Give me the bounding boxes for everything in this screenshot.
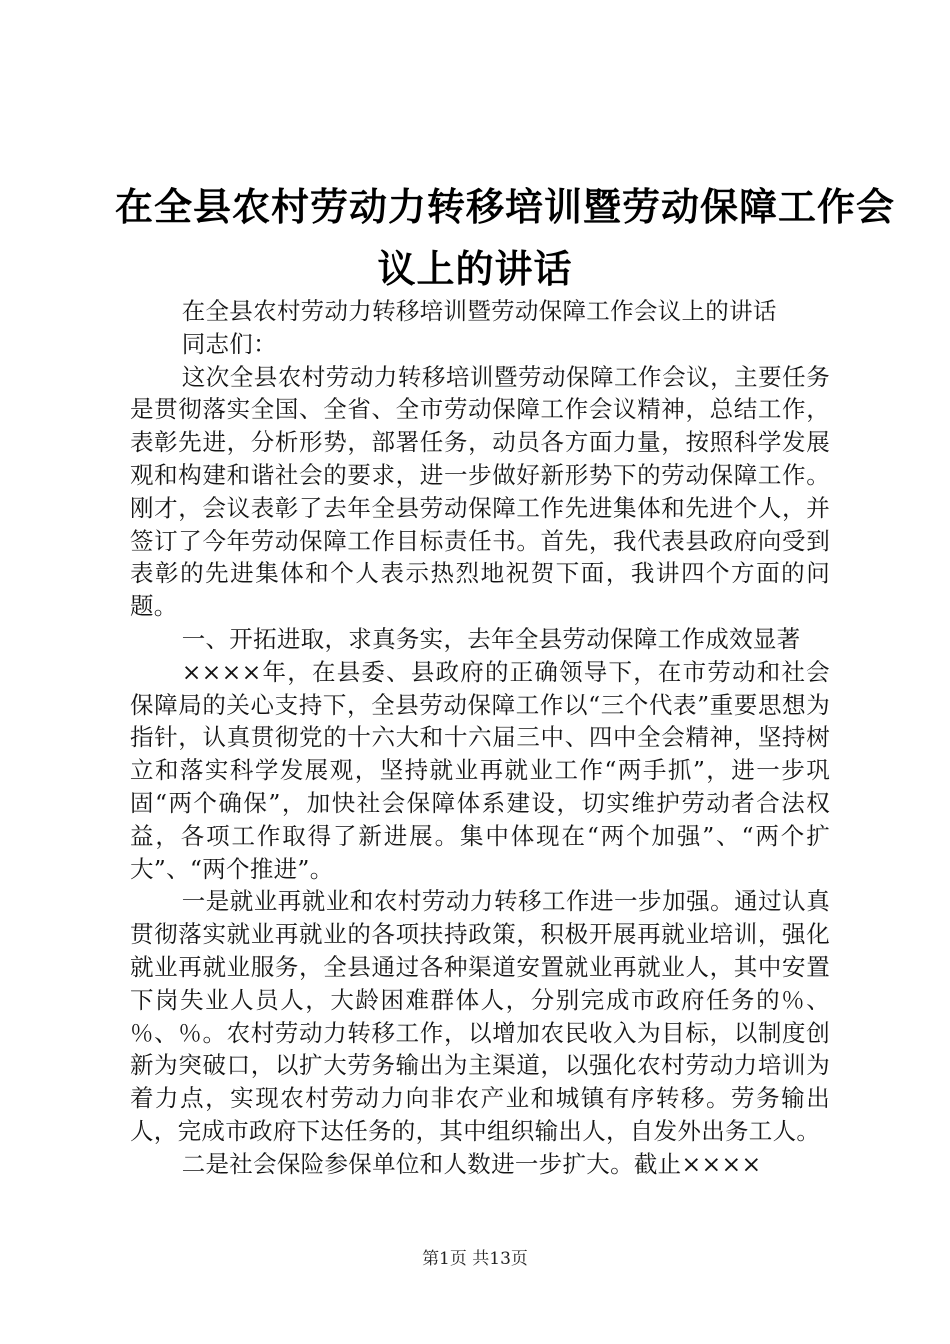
paragraph-insurance: 二是社会保险参保单位和人数进一步扩大。截止×××× <box>181 1149 762 1178</box>
paragraph-summary: ××××年，在县委、县政府的正确领导下，在市劳动和社会保障局的关心支持下，全县劳动保障工作以“三个代表”重要思想为指针，认真贯彻党的十六大和十六届三中、四中全会精神，坚持树立和落实科学发展观，坚持就业再就业工作“两手抓”，进一步巩固“两个确保”，加快社会保障体系建设，切实维护劳动者合法权益，各项工作取得了新进展。集中体现在“两个加强”、“两个扩大”、“两个推进”。 <box>130 657 830 883</box>
page-footer: 第1页 共13页 <box>422 1249 528 1269</box>
paragraph-salutation: 同志们： <box>181 329 277 358</box>
paragraph-heading: 在全县农村劳动力转移培训暨劳动保障工作会议上的讲话 <box>181 297 777 325</box>
title-line-2: 议上的讲话 <box>377 247 573 291</box>
paragraph-employment: 一是就业再就业和农村劳动力转移工作进一步加强。通过认真贯彻落实就业再就业的各项扶持政策，积极开展再就业培训，强化就业再就业服务，全县通过各种渠道安置就业再就业人，其中安置下岗失业人员人，大龄困难群体人，分别完成市政府任务的％、％、％。农村劳动力转移工作，以增加农民收入为目标，以制度创新为突破口，以扩大劳务输出为主渠道，以强化农村劳动力培训为着力点，实现农村劳动力向非农产业和城镇有序转移。劳务输出人，完成市政府下达任务的，其中组织输出人，自发外出务工人。 <box>130 887 830 1145</box>
document-body <box>130 295 830 1181</box>
document-title <box>115 176 896 300</box>
paragraph-intro: 这次全县农村劳动力转移培训暨劳动保障工作会议，主要任务是贯彻落实全国、全省、全市劳动保障工作会议精神，总结工作，表彰先进，分析形势，部署任务，动员各方面力量，按照科学发展观和构建和谐社会的要求，进一步做好新形势下的劳动保障工作。刚才，会议表彰了去年全县劳动保障工作先进集体和先进个人，并签订了今年劳动保障工作目标责任书。首先，我代表县政府向受到表彰的先进集体和个人表示热烈地祝贺下面，我讲四个方面的问题。 <box>130 362 830 621</box>
section-heading-1: 一、开拓进取，求真务实，去年全县劳动保障工作成效显著 <box>181 624 801 653</box>
title-line-1: 在全县农村劳动力转移培训暨劳动保障工作会 <box>115 185 896 229</box>
